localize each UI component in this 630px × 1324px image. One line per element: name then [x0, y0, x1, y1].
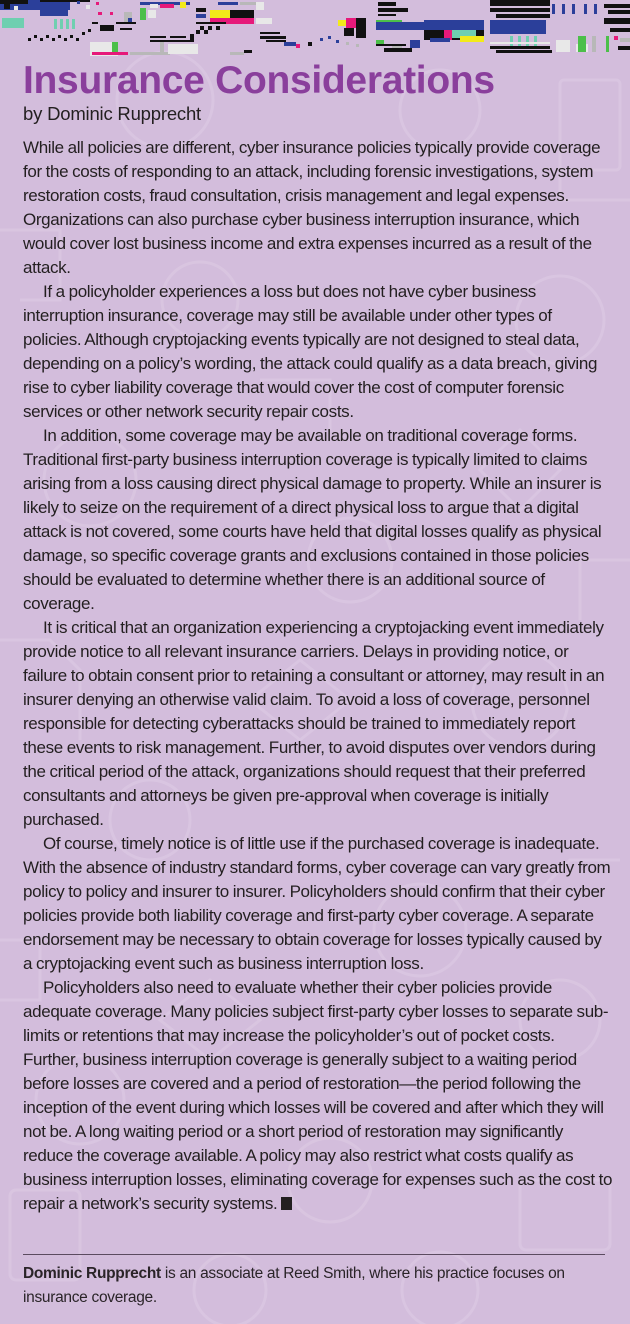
- bio-divider: [23, 1254, 605, 1255]
- article-byline: by Dominic Rupprecht: [23, 103, 201, 124]
- pixel-glitch-banner-icon: [0, 0, 630, 60]
- paragraph-6-text: Policyholders also need to evaluate whether their cyber policies provide adequate coverage. Many policies subject first-party cyber losses to separate sub-limits or retentions that may increase the policyholder’s out of pocket costs. Further, business interruption coverage is generally subject to a waiting period before losses are covered and a period of restoration—the period following the inception of the event during which losses will be covered and after which they will not be. A long waiting period or a short period of restoration may significantly reduce the coverage available. A policy may also restrict what costs qualify as business interruption losses, eliminating coverage for expenses such as the cost to repair a network’s security systems.: [23, 978, 613, 1213]
- author-bio-name: Dominic Rupprecht: [23, 1265, 161, 1282]
- article-body: [23, 136, 613, 1216]
- author-bio-text: is an associate at Reed Smith, where his practice focuses on insurance coverage.: [23, 1265, 565, 1306]
- article: [23, 60, 613, 1216]
- paragraph-5: Of course, timely notice is of little use if the purchased coverage is inadequate. With the absence of industry standard forms, cyber coverage can vary greatly from policy to policy and insurer to insurer. Policyholders should confirm that their cyber policies provide both liability coverage and first-party cyber coverage. A separate endorsement may be necessary to obtain coverage for losses typically caused by a cryptojacking event such as business interruption loss.: [23, 834, 611, 973]
- author-bio: [23, 1262, 613, 1310]
- paragraph-3: In addition, some coverage may be available on traditional coverage forms. Traditional first-party business interruption coverage is typically limited to claims arising from a loss causing direct physical damage to property. While an insurer is likely to seize on the requirement of a direct physical loss to argue that a digital attack is not covered, some courts have held that digital losses qualify as physical damage, so specific coverage grants and exclusions contained in those policies should be evaluated to determine whether there is an additional source of coverage.: [23, 426, 602, 613]
- paragraph-4: It is critical that an organization experiencing a cryptojacking event immediately provide notice to all relevant insurance carriers. Delays in providing notice, or failure to obtain consent prior to retaining a consultant or attorney, may result in an insurer denying an otherwise valid claim. To avoid a loss of coverage, personnel responsible for detecting cyberattacks should be trained to immediately report these events to risk management. Further, to avoid disputes over vendors during the critical period of the attack, organizations should request that their preferred consultants and attorneys be given pre-approval when coverage is initially purchased.: [23, 618, 605, 829]
- article-title: Insurance Considerations: [23, 59, 495, 102]
- paragraph-6: [23, 976, 613, 1216]
- end-of-article-square-icon: [281, 1197, 292, 1210]
- paragraph-2: If a policyholder experiences a loss but does not have cyber business interruption insurance, coverage may still be available under other types of policies. Although cryptojacking events typically are not designed to steal data, depending on a policy’s wording, the attack could qualify as a data breach, giving rise to cyber liability coverage that would cover the cost of computer forensic services or other network security repair costs.: [23, 282, 598, 421]
- paragraph-1: While all policies are different, cyber insurance policies typically provide coverage for the costs of responding to an attack, including forensic investigations, system restoration costs, fraud consultation, crisis management and legal expenses. Organizations can also purchase cyber business interruption insurance, which would cover lost business income and extra expenses incurred as a result of the attack.: [23, 138, 601, 277]
